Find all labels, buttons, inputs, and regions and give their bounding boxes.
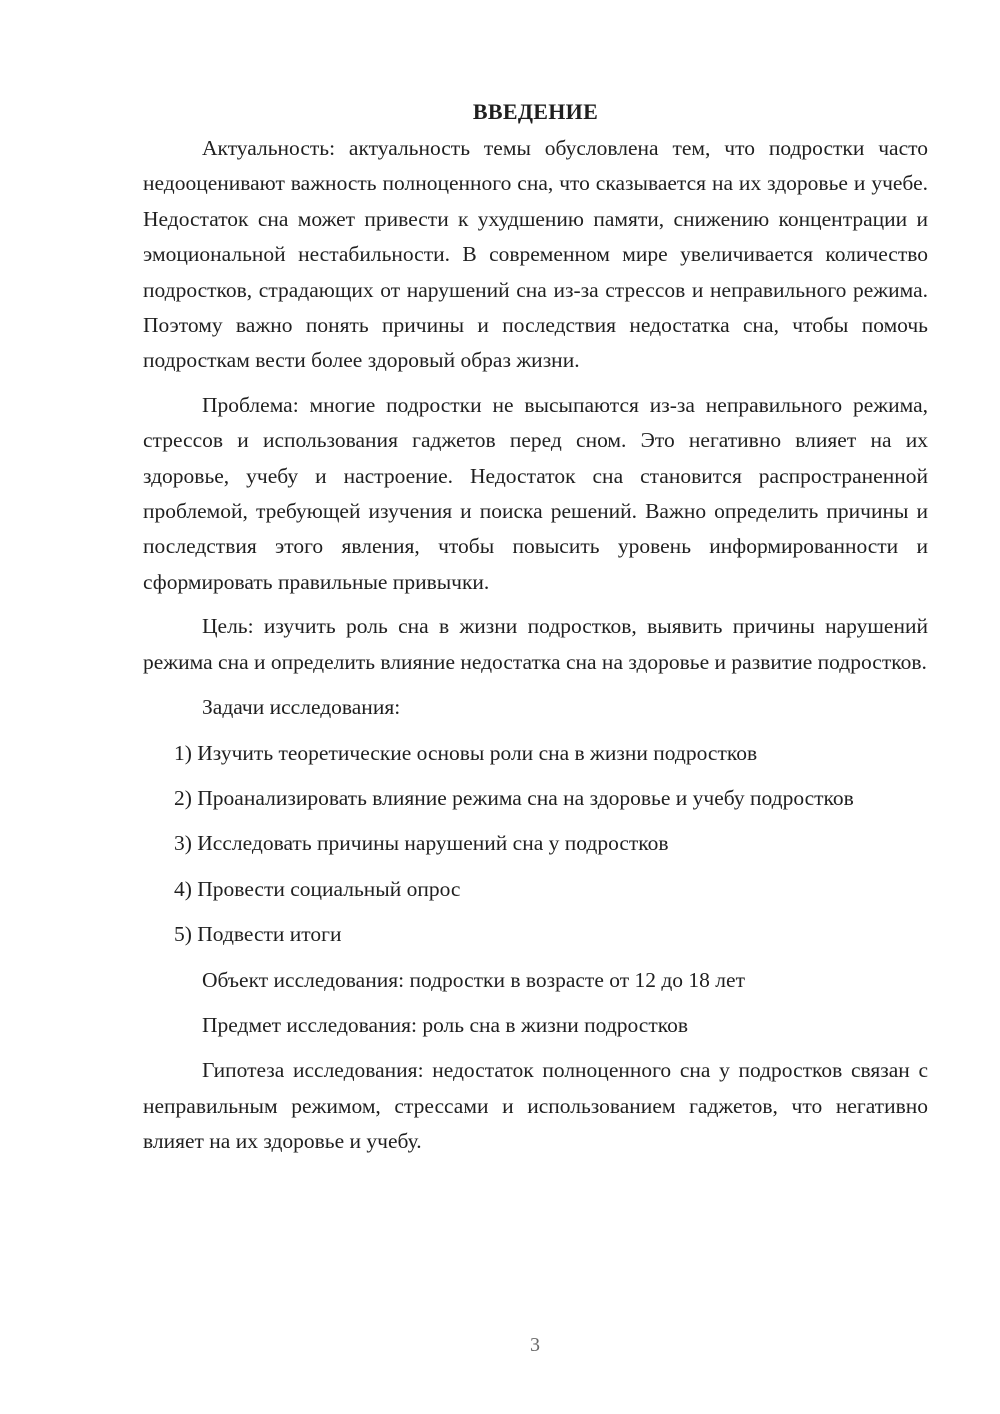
list-item: 3) Исследовать причины нарушений сна у подростков [174,831,669,856]
spacer [143,907,928,917]
page-title: ВВЕДЕНИЕ [472,99,599,124]
tasks-list [143,736,928,953]
spacer [143,953,928,963]
spacer [143,998,928,1008]
tasks-title: Задачи исследования: [202,695,401,720]
spacer [143,862,928,872]
spacer [143,600,928,609]
paragraph-subject: Предмет исследования: роль сна в жизни подростков [202,1012,688,1037]
paragraph-goal: Цель: изучить роль сна в жизни подростков, выявить причины нарушений режима сна и определить влияние недостатка сна на здоровье и развитие подростков. [143,614,928,674]
paragraph-relevance: Актуальность: актуальность темы обусловлена тем, что подростки часто недооценивают важность полноценного сна, что сказывается на их здоровье и учебе. Недостаток сна может привести к ухудшению памяти, снижению концентрации и эмоциональной нестабильности. В современном мире увеличивается количество подростков, страдающих от нарушений сна из-за стрессов и неправильного режима. Поэтому важно понять причины и последствия недостатка сна, чтобы помочь подросткам вести более здоровый образ жизни. [143,136,928,373]
spacer [143,680,928,690]
list-item: 4) Провести социальный опрос [174,876,461,901]
spacer [143,1043,928,1053]
paragraph-hypothesis: Гипотеза исследования: недостаток полноценного сна у подростков связан с неправильным режимом, стрессами и использованием гаджетов, что негативно влияет на их здоровье и учебу. [143,1058,928,1154]
spacer [143,379,928,388]
list-item: 5) Подвести итоги [174,922,342,947]
list-item: 2) Проанализировать влияние режима сна на здоровье и учебу подростков [174,785,854,810]
spacer [143,771,928,781]
spacer [143,816,928,826]
paragraph-problem: Проблема: многие подростки не высыпаются из-за неправильного режима, стрессов и использования гаджетов перед сном. Это негативно влияет на их здоровье, учебу и настроение. Недостаток сна становится распространенной проблемой, требующей изучения и поиска решений. Важно определить причины и последствия этого явления, чтобы повысить уровень информированности и сформировать правильные привычки. [143,392,928,594]
page-number: 3 [530,1334,540,1356]
paragraph-object: Объект исследования: подростки в возрасте от 12 до 18 лет [202,967,745,992]
page-content [143,94,928,1160]
spacer [143,726,928,736]
list-item: 1) Изучить теоретические основы роли сна в жизни подростков [174,740,758,765]
